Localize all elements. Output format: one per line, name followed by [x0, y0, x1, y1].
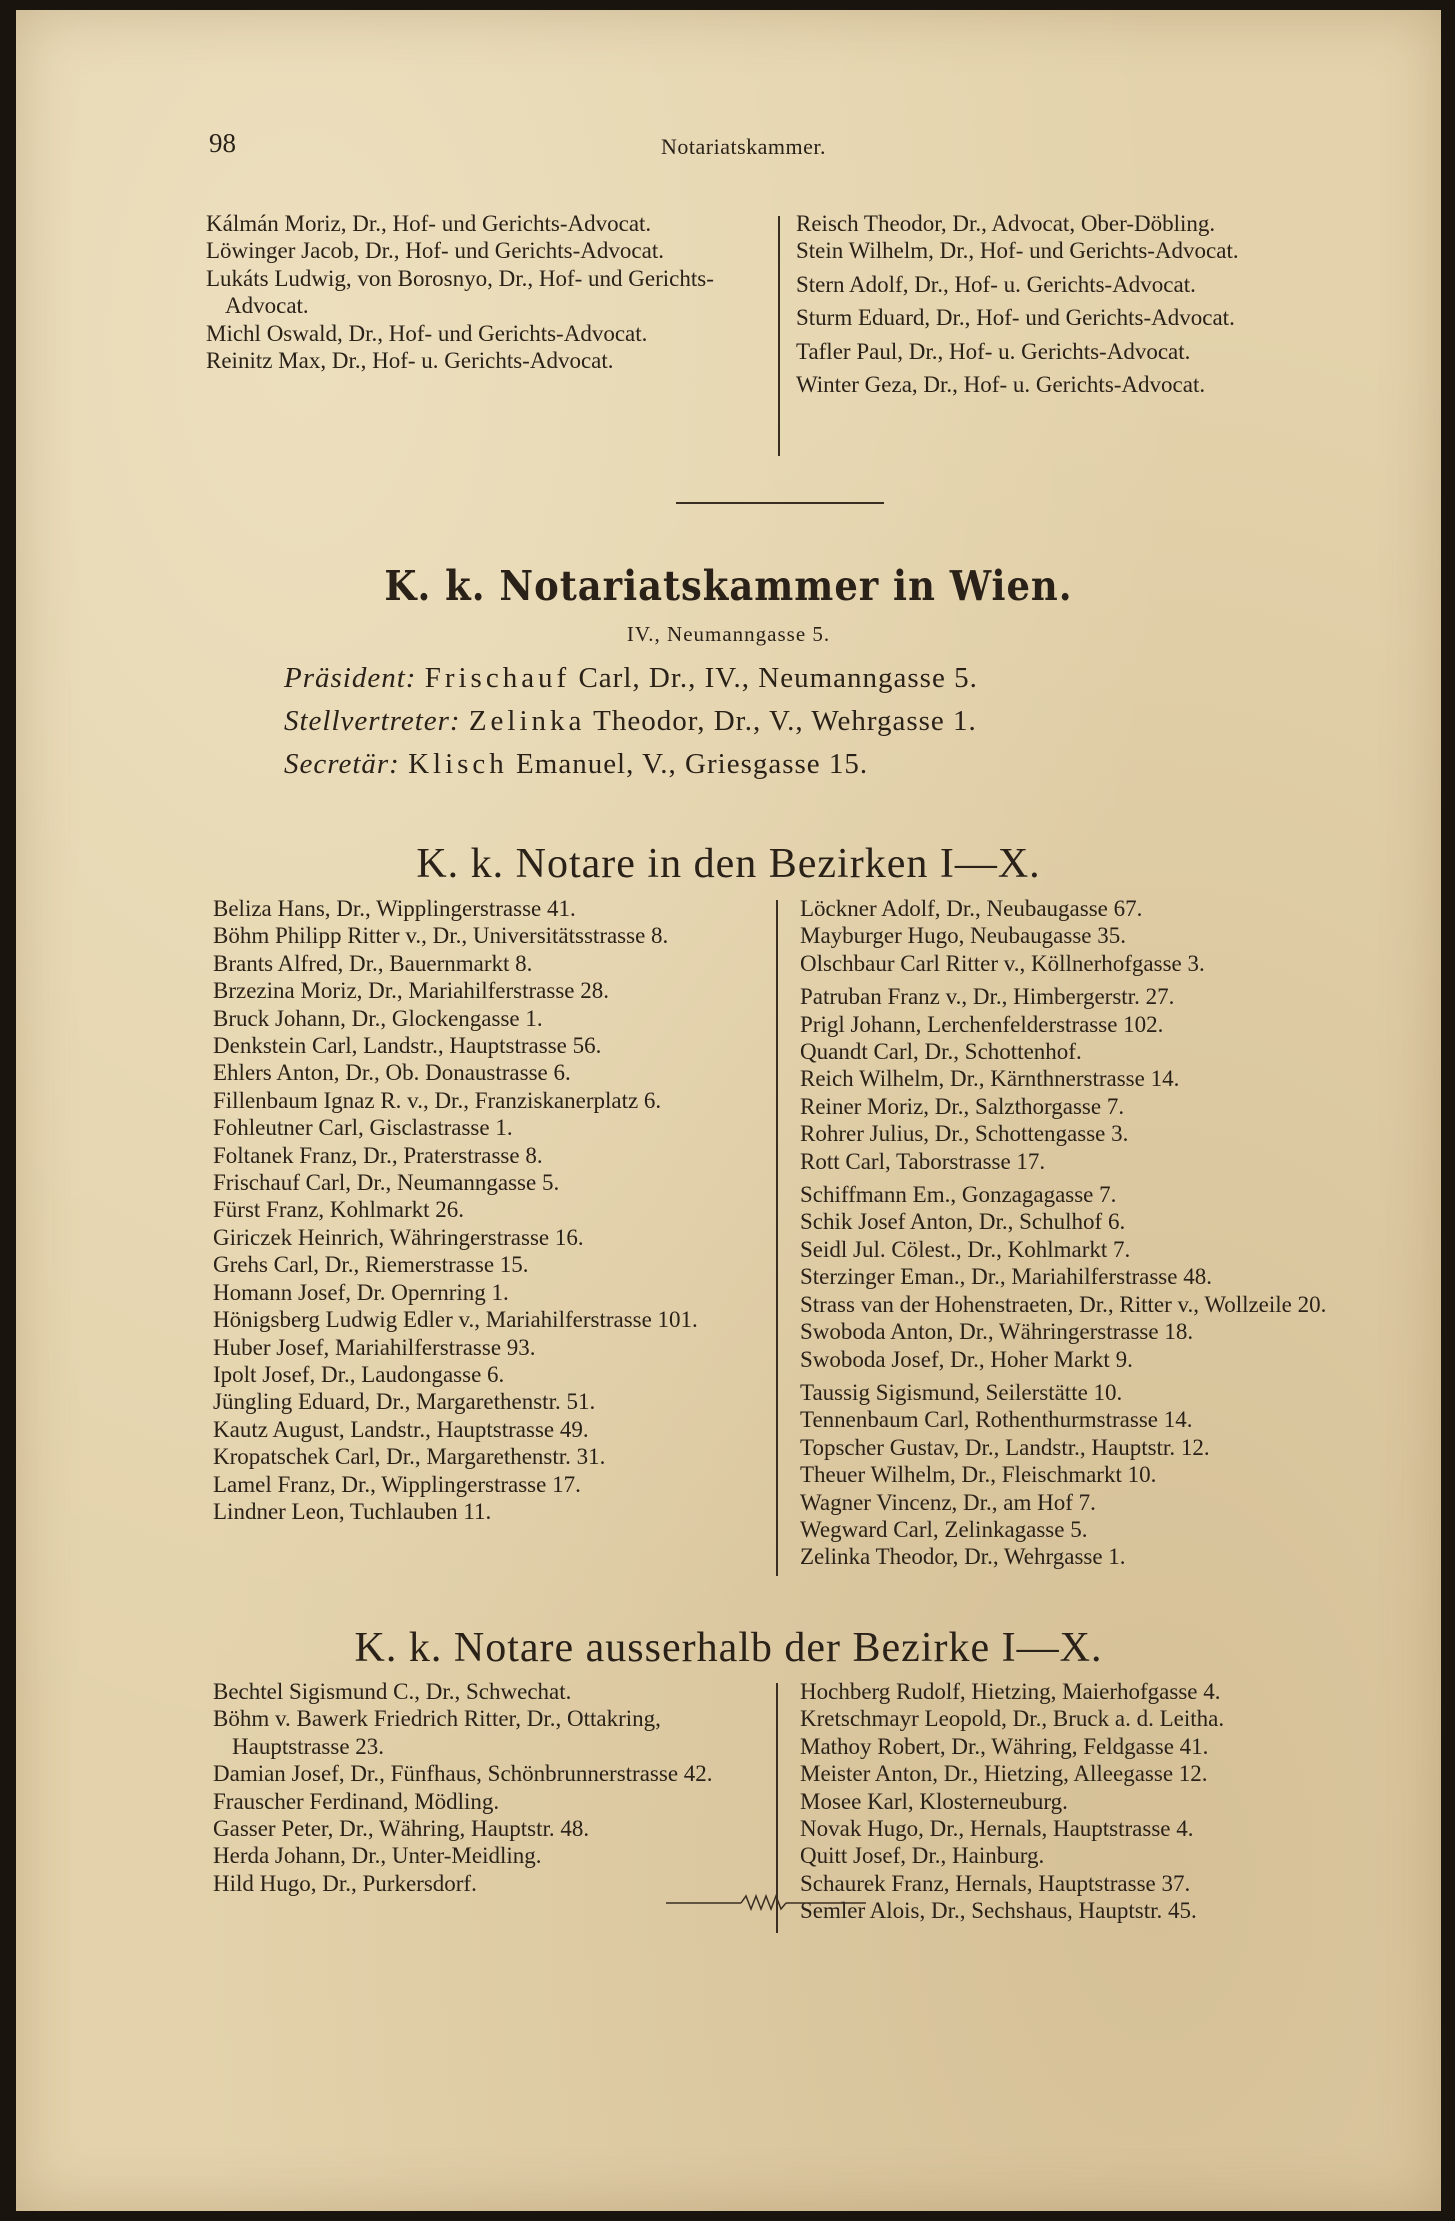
list-item: Taussig Sigismund, Seilerstätte 10.: [800, 1379, 1123, 1405]
list-item: Wagner Vincenz, Dr., am Hof 7.: [800, 1489, 1096, 1515]
list-item: Frischauf Carl, Dr., Neumanngasse 5.: [213, 1170, 560, 1196]
list-item: Michl Oswald, Dr., Hof- und Gerichts-Advocat.: [206, 320, 648, 346]
list-item: Huber Josef, Mariahilferstrasse 93.: [213, 1334, 536, 1360]
list-item: Homann Josef, Dr. Opernring 1.: [213, 1279, 509, 1305]
section-title-wien: K. k. Notariatskammer in Wien.: [384, 562, 1073, 610]
bezirke-left-column: [213, 895, 761, 1525]
list-item: Tennenbaum Carl, Rothenthurmstrasse 14.: [800, 1407, 1193, 1433]
list-item: Grehs Carl, Dr., Riemerstrasse 15.: [213, 1252, 529, 1278]
column-divider: [778, 216, 780, 456]
list-item: Topscher Gustav, Dr., Landstr., Hauptstr. 12.: [800, 1434, 1210, 1460]
secretary-details: Emanuel, V., Griesgasse 15.: [516, 748, 869, 780]
deputy-details: Theodor, Dr., V., Wehrgasse 1.: [593, 705, 977, 737]
list-item: Swoboda Anton, Dr., Währingerstrasse 18.: [800, 1319, 1194, 1345]
list-item: Bruck Johann, Dr., Glockengasse 1.: [213, 1005, 543, 1031]
list-item: Fillenbaum Ignaz R. v., Dr., Franziskanerplatz 6.: [213, 1087, 662, 1113]
list-item: Meister Anton, Dr., Hietzing, Alleegasse 12.: [800, 1761, 1208, 1787]
list-item: Strass van der Hohenstraeten, Dr., Ritter v., Wollzeile 20.: [800, 1291, 1327, 1317]
deputy-role: Stellvertreter:: [284, 705, 461, 737]
list-item: Mosee Karl, Klosterneuburg.: [800, 1788, 1068, 1814]
list-item: Olschbaur Carl Ritter v., Köllnerhofgasse 3.: [800, 950, 1205, 976]
list-item: Schik Josef Anton, Dr., Schulhof 6.: [800, 1209, 1126, 1235]
deputy-name: Zelinka: [468, 705, 586, 737]
list-item: Prigl Johann, Lerchenfelderstrasse 102.: [800, 1011, 1164, 1037]
list-item: Gasser Peter, Dr., Währing, Hauptstr. 48.: [213, 1816, 590, 1842]
secretary-line: [284, 748, 868, 781]
list-item: Fohleutner Carl, Gisclastrasse 1.: [213, 1115, 513, 1141]
list-item: Lukáts Ludwig, von Borosnyo, Dr., Hof- und Gerichts-Advocat.: [206, 265, 714, 319]
list-item: Ehlers Anton, Dr., Ob. Donaustrasse 6.: [213, 1060, 571, 1086]
president-role: Präsident:: [284, 662, 417, 694]
ausserhalb-left-column: [213, 1678, 761, 1897]
list-item: Bechtel Sigismund C., Dr., Schwechat.: [213, 1679, 572, 1704]
list-item: Sturm Eduard, Dr., Hof- und Gerichts-Advocat.: [796, 305, 1235, 331]
list-item: Jüngling Eduard, Dr., Margarethenstr. 51.: [213, 1389, 596, 1415]
list-item: Novak Hugo, Dr., Hernals, Hauptstrasse 4.: [800, 1816, 1194, 1842]
list-item: Kretschmayr Leopold, Dr., Bruck a. d. Leitha.: [800, 1706, 1225, 1732]
list-item: Theuer Wilhelm, Dr., Fleischmarkt 10.: [800, 1462, 1157, 1488]
list-item: Tafler Paul, Dr., Hof- u. Gerichts-Advocat.: [796, 338, 1191, 364]
list-item: Löwinger Jacob, Dr., Hof- und Gerichts-Advocat.: [206, 238, 664, 264]
list-item: Lamel Franz, Dr., Wipplingerstrasse 17.: [213, 1471, 581, 1497]
list-item: Rohrer Julius, Dr., Schottengasse 3.: [800, 1121, 1129, 1147]
list-item: Quitt Josef, Dr., Hainburg.: [800, 1843, 1045, 1869]
ausserhalb-right-column: [800, 1678, 1360, 1925]
list-item: Hild Hugo, Dr., Purkersdorf.: [213, 1870, 477, 1896]
list-item: Kropatschek Carl, Dr., Margarethenstr. 31.: [213, 1444, 606, 1470]
bezirke-right-column: [800, 895, 1360, 1571]
secretary-name: Klisch: [408, 748, 508, 780]
list-item: Damian Josef, Dr., Fünfhaus, Schönbrunnerstrasse 42.: [213, 1761, 713, 1787]
list-item: Sterzinger Eman., Dr., Mariahilferstrasse 48.: [800, 1264, 1212, 1290]
list-item: Mayburger Hugo, Neubaugasse 35.: [800, 923, 1126, 949]
list-item: Frauscher Ferdinand, Mödling.: [213, 1788, 500, 1814]
list-item: Rott Carl, Taborstrasse 17.: [800, 1148, 1046, 1174]
president-name: Frischauf: [424, 662, 571, 694]
list-item: Fürst Franz, Kohlmarkt 26.: [213, 1197, 465, 1223]
list-item: Böhm v. Bawerk Friedrich Ritter, Dr., Ottakring, Hauptstrasse 23.: [213, 1706, 661, 1759]
list-item: Herda Johann, Dr., Unter-Meidling.: [213, 1843, 542, 1869]
list-item: Swoboda Josef, Dr., Hoher Markt 9.: [800, 1346, 1133, 1372]
president-details: Carl, Dr., IV., Neumanngasse 5.: [578, 662, 978, 694]
list-item: Seidl Jul. Cölest., Dr., Kohlmarkt 7.: [800, 1236, 1131, 1262]
list-item: Mathoy Robert, Dr., Währing, Feldgasse 41.: [800, 1733, 1209, 1759]
column-divider: [776, 900, 778, 1576]
list-item: Ipolt Josef, Dr., Laudongasse 6.: [213, 1361, 505, 1387]
list-item: Kálmán Moriz, Dr., Hof- und Gerichts-Advocat.: [206, 211, 652, 236]
list-item: Löckner Adolf, Dr., Neubaugasse 67.: [800, 896, 1143, 921]
top-left-column: [206, 210, 758, 374]
page: [16, 10, 1441, 2211]
list-item: Reisch Theodor, Dr., Advocat, Ober-Döbling.: [796, 211, 1216, 236]
list-item: Brants Alfred, Dr., Bauernmarkt 8.: [213, 950, 533, 976]
secretary-role: Secretär:: [284, 748, 400, 780]
list-item: Zelinka Theodor, Dr., Wehrgasse 1.: [800, 1544, 1126, 1570]
list-item: Hochberg Rudolf, Hietzing, Maierhofgasse 4.: [800, 1679, 1221, 1704]
section-title-bezirke: K. k. Notare in den Bezirken I—X.: [416, 841, 1041, 887]
end-ornament: [666, 1890, 866, 1914]
running-head: Notariatskammer.: [661, 134, 827, 159]
section-divider: [676, 502, 884, 504]
list-item: Reiner Moriz, Dr., Salzthorgasse 7.: [800, 1093, 1125, 1119]
list-item: Schiffmann Em., Gonzagagasse 7.: [800, 1182, 1117, 1208]
list-item: Denkstein Carl, Landstr., Hauptstrasse 56.: [213, 1033, 602, 1059]
list-item: Giriczek Heinrich, Währingerstrasse 16.: [213, 1224, 584, 1250]
list-item: Lindner Leon, Tuchlauben 11.: [213, 1498, 492, 1524]
list-item: Kautz August, Landstr., Hauptstrasse 49.: [213, 1416, 589, 1442]
top-right-column: [796, 210, 1356, 398]
list-item: Foltanek Franz, Dr., Praterstrasse 8.: [213, 1142, 543, 1168]
list-item: Reich Wilhelm, Dr., Kärnthnerstrasse 14.: [800, 1066, 1180, 1092]
list-item: Patruban Franz v., Dr., Himbergerstr. 27.: [800, 984, 1175, 1010]
list-item: Wegward Carl, Zelinkagasse 5.: [800, 1516, 1088, 1542]
list-item: Stein Wilhelm, Dr., Hof- und Gerichts-Advocat.: [796, 238, 1239, 264]
list-item: Winter Geza, Dr., Hof- u. Gerichts-Advocat.: [796, 372, 1206, 398]
page-number: 98: [209, 128, 236, 158]
list-item: Hönigsberg Ludwig Edler v., Mariahilferstrasse 101.: [213, 1307, 698, 1333]
chamber-address: IV., Neumanngasse 5.: [626, 622, 831, 646]
section-title-ausserhalb: K. k. Notare ausserhalb der Bezirke I—X.: [354, 1625, 1103, 1671]
list-item: Böhm Philipp Ritter v., Dr., Universitätsstrasse 8.: [213, 923, 669, 949]
list-item: Schaurek Franz, Hernals, Hauptstrasse 37.: [800, 1870, 1191, 1896]
deputy-line: [284, 705, 977, 738]
list-item: Reinitz Max, Dr., Hof- u. Gerichts-Advocat.: [206, 348, 614, 374]
president-line: [284, 662, 978, 695]
list-item: Stern Adolf, Dr., Hof- u. Gerichts-Advocat.: [796, 271, 1196, 297]
list-item: Beliza Hans, Dr., Wipplingerstrasse 41.: [213, 896, 576, 921]
list-item: Brzezina Moriz, Dr., Mariahilferstrasse 28.: [213, 978, 609, 1004]
list-item: Semler Alois, Dr., Sechshaus, Hauptstr. 45.: [800, 1898, 1197, 1924]
list-item: Quandt Carl, Dr., Schottenhof.: [800, 1039, 1082, 1065]
